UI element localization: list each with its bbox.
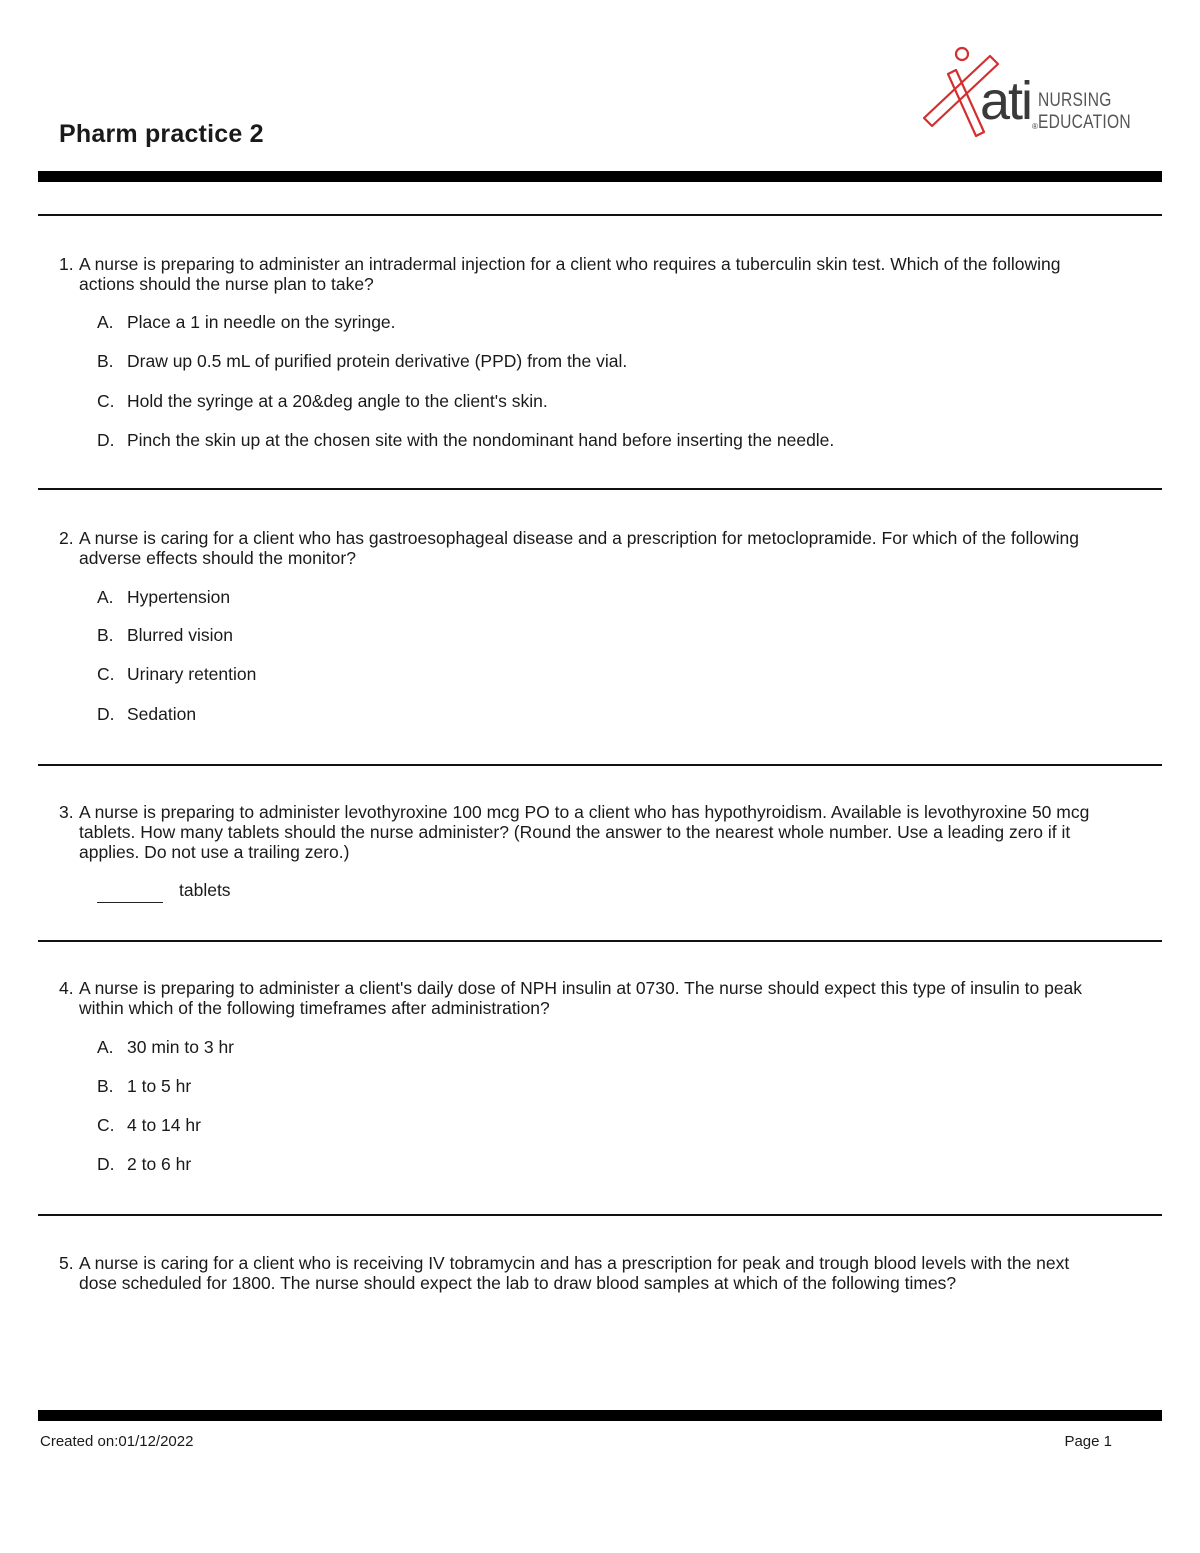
question-stem: A nurse is preparing to administer levothyroxine 100 mcg PO to a client who has hypothyroidism. Available is levothyroxine 50 mcg tablets. How many tablets should the nurse administer? (Round the answer to the nearest whole number. Use a leading zero if it applies. Do not use a trailing zero.) xyxy=(79,802,1090,862)
question-4 xyxy=(59,978,1099,1018)
option-letter: B. xyxy=(97,625,114,645)
created-date: Created on:01/12/2022 xyxy=(40,1433,194,1450)
divider xyxy=(38,488,1162,490)
option-c[interactable] xyxy=(97,1115,201,1136)
question-2 xyxy=(59,528,1099,568)
question-number: 4. xyxy=(59,978,74,998)
option-text: Pinch the skin up at the chosen site with the nondominant hand before inserting the needle. xyxy=(127,430,835,450)
option-d[interactable] xyxy=(97,430,834,451)
option-letter: A. xyxy=(97,312,114,332)
question-stem: A nurse is preparing to administer an intradermal injection for a client who requires a tuberculin skin test. Which of the following actions should the nurse plan to take? xyxy=(79,254,1061,294)
option-letter: D. xyxy=(97,1154,115,1174)
divider xyxy=(38,764,1162,766)
footer-divider-thick xyxy=(38,1410,1162,1421)
page-title: Pharm practice 2 xyxy=(59,120,264,148)
option-d[interactable] xyxy=(97,704,196,725)
divider xyxy=(38,214,1162,216)
option-b[interactable] xyxy=(97,1076,191,1097)
question-5 xyxy=(59,1253,1099,1293)
option-text: 30 min to 3 hr xyxy=(127,1037,234,1057)
logo-line-nursing: NURSING xyxy=(1038,90,1112,111)
option-text: Urinary retention xyxy=(127,664,257,684)
option-letter: C. xyxy=(97,1115,115,1135)
option-c[interactable] xyxy=(97,391,548,412)
option-text: 1 to 5 hr xyxy=(127,1076,192,1096)
option-c[interactable] xyxy=(97,664,256,685)
option-text: 4 to 14 hr xyxy=(127,1115,201,1135)
option-b[interactable] xyxy=(97,625,233,646)
question-1 xyxy=(59,254,1099,294)
question-3 xyxy=(59,802,1099,862)
divider xyxy=(38,1214,1162,1216)
option-text: Place a 1 in needle on the syringe. xyxy=(127,312,396,332)
option-letter: B. xyxy=(97,351,114,371)
page-number: Page 1 xyxy=(1064,1433,1112,1450)
option-letter: A. xyxy=(97,1037,114,1057)
logo-line-education: EDUCATION xyxy=(1038,112,1131,133)
answer-input[interactable] xyxy=(97,884,163,903)
option-a[interactable] xyxy=(97,1037,234,1058)
option-text: Draw up 0.5 mL of purified protein derivative (PPD) from the vial. xyxy=(127,351,628,371)
option-letter: C. xyxy=(97,664,115,684)
answer-unit: tablets xyxy=(179,880,231,900)
option-letter: B. xyxy=(97,1076,114,1096)
question-number: 3. xyxy=(59,802,74,822)
option-letter: A. xyxy=(97,587,114,607)
question-number: 1. xyxy=(59,254,74,274)
option-letter: D. xyxy=(97,430,115,450)
logo-registered-mark: ® xyxy=(1032,122,1038,131)
option-text: Hypertension xyxy=(127,587,231,607)
option-b[interactable] xyxy=(97,351,627,372)
option-text: Blurred vision xyxy=(127,625,234,645)
option-text: 2 to 6 hr xyxy=(127,1154,192,1174)
header-divider-thick xyxy=(38,171,1162,182)
divider xyxy=(38,940,1162,942)
option-letter: D. xyxy=(97,704,115,724)
ati-nursing-education-logo xyxy=(918,40,1133,140)
logo-wordmark xyxy=(1038,90,1131,134)
question-stem: A nurse is caring for a client who is receiving IV tobramycin and has a prescription for peak and trough blood levels with the next dose scheduled for 1800. The nurse should expect the lab to draw blood samples at which of the following times? xyxy=(79,1253,1070,1293)
option-text: Hold the syringe at a 20&deg angle to the client's skin. xyxy=(127,391,548,411)
question-stem: A nurse is preparing to administer a client's daily dose of NPH insulin at 0730. The nurse should expect this type of insulin to peak within which of the following timeframes after administration? xyxy=(79,978,1083,1018)
question-number: 5. xyxy=(59,1253,74,1273)
logo-ati-mark: ati xyxy=(980,71,1032,131)
option-text: Sedation xyxy=(127,704,197,724)
question-number: 2. xyxy=(59,528,74,548)
option-d[interactable] xyxy=(97,1154,191,1175)
option-a[interactable] xyxy=(97,312,396,333)
option-a[interactable] xyxy=(97,587,230,608)
option-letter: C. xyxy=(97,391,115,411)
question-stem: A nurse is caring for a client who has gastroesophageal disease and a prescription for metoclopramide. For which of the following adverse effects should the monitor? xyxy=(79,528,1079,568)
